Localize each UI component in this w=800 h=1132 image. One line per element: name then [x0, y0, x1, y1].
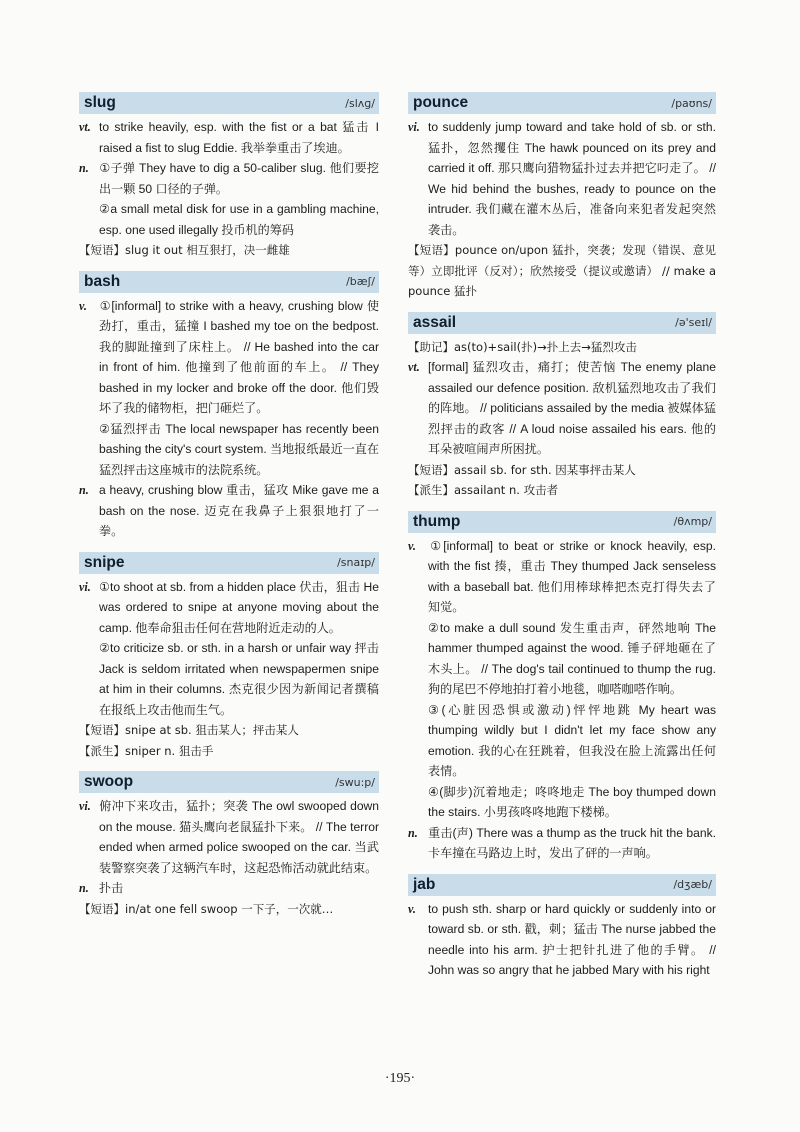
entry-snipe: [79, 552, 379, 762]
pronunciation: /paʊns/: [671, 96, 712, 110]
definition-text: 扑击: [99, 881, 124, 895]
entry-thump: [408, 511, 716, 864]
entry-note: [408, 337, 716, 358]
pronunciation: /dʒæb/: [673, 878, 712, 891]
entry-note: [79, 720, 379, 741]
headword: thump: [413, 512, 461, 530]
definition-text: 【短语】pounce on/upon 猛扑，突袭；发现（错误、意见等）立即批评（反对）；欣然接受（提议或邀请） // make a pounce 猛扑: [408, 243, 716, 298]
headword: assail: [413, 313, 457, 331]
definition: [408, 117, 716, 240]
definition: [79, 296, 379, 419]
entry-header: [79, 552, 379, 574]
definition-text: 【短语】slug it out 相互狠打，决一雌雄: [79, 243, 290, 257]
definition: [408, 618, 716, 700]
definition-text: ①[informal] to beat or strike or knock heavily, esp. with the fist 揍，重击 They thumped Jack senseless with a baseball bat. 他们用棒球棒把杰克打得失去了知觉。: [428, 538, 716, 614]
definition-text: ②to criticize sb. or sth. in a harsh or unfair way 抨击 Jack is seldom irritated when newspapermen snipe at him in their columns. 杰克很少因为新闻记者撰稿在报纸上攻击他而生气。: [99, 641, 379, 717]
part-of-speech: v.: [408, 538, 416, 553]
entry-swoop: [79, 771, 379, 919]
entry-note: [79, 240, 379, 261]
pronunciation: /slʌɡ/: [345, 96, 375, 110]
definition-text: to strike heavily, esp. with the fist or a bat 猛击 I raised a fist to slug Eddie. 我举拳重击了埃迪。: [99, 120, 379, 155]
entry-header: [79, 771, 379, 793]
definition-text: 【派生】assailant n. 攻击者: [408, 483, 559, 497]
definition-text: to suddenly jump toward and take hold of sb. or sth. 猛扑，忽然攫住 The hawk pounced on its prey and carried it off. 那只鹰向猎物猛扑过去并把它叼走了。 // We hid behind the bushes, ready to pounce on the intruder. 我们藏在灌木丛后，准备向来犯者发起突然袭击。: [428, 120, 716, 237]
part-of-speech: vi.: [408, 120, 420, 134]
left-column: [79, 92, 379, 929]
definition-text: ①[informal] to strike with a heavy, crushing blow 使劲打，重击，猛撞 I bashed my toe on the bedpost. 我的脚趾撞到了床柱上。 // He bashed into the car in front of him. 他撞到了他前面的车上。 // They bashed in my locker and broke off the door. 他们毁坏了我的储物柜，把门砸烂了。: [99, 298, 379, 415]
entry-bash: [79, 271, 379, 542]
definition-text: 重击(声) There was a thump as the truck hit the bank. 卡车撞在马路边上时，发出了砰的一声响。: [428, 825, 716, 860]
definition-text: ④(脚步)沉着地走；咚咚地走 The boy thumped down the stairs. 小男孩咚咚地跑下楼梯。: [428, 784, 716, 819]
definition: [408, 899, 716, 981]
entry-header: [408, 874, 716, 896]
definition-text: ②a small metal disk for use in a gambling machine, esp. one used illegally 投币机的筹码: [99, 202, 379, 237]
part-of-speech: vi.: [79, 799, 91, 813]
part-of-speech: vt.: [79, 120, 91, 134]
definition-text: 【短语】snipe at sb. 狙击某人；抨击某人: [79, 723, 299, 737]
pronunciation: /θʌmp/: [673, 515, 712, 528]
definition-text: 俯冲下来攻击，猛扑；突袭 The owl swooped down on the mouse. 猫头鹰向老鼠猛扑下来。 // The terror ended when armed police swooped on the car. 当武装警察突袭了这辆汽车时，这起恐怖活动就此结束。: [99, 799, 379, 875]
headword: slug: [84, 94, 116, 111]
definition: [79, 577, 379, 639]
definition: [79, 878, 379, 899]
definition: [408, 823, 716, 864]
definition-text: [formal] 猛烈攻击，痛打；使苦恼 The enemy plane assailed our defence position. 敌机猛烈地攻击了我们的阵地。 // politicians assailed by the media 被媒体猛烈抨击的政客 // A loud noise assailed his ears. 他的耳朵被喧闹声所困扰。: [428, 360, 716, 456]
entry-note: [79, 899, 379, 920]
entry-note: [408, 460, 716, 481]
pronunciation: /bæʃ/: [346, 275, 375, 288]
part-of-speech: v.: [408, 901, 416, 916]
definition: [408, 536, 716, 618]
definition: [79, 419, 379, 481]
headword: swoop: [84, 773, 134, 790]
definition-text: ③(心脏因恐惧或激动)怦怦地跳 My heart was thumping wildly but I didn't let my face show any emotion. 我的心在狂跳着，但我没在脸上流露出任何表情。: [428, 702, 716, 778]
definition-text: ①子弹 They have to dig a 50-caliber slug. 他们要挖出一颗 50 口径的子弹。: [99, 161, 379, 196]
part-of-speech: n.: [79, 483, 89, 497]
right-column: [408, 92, 716, 991]
definition: [408, 782, 716, 823]
pronunciation: /swu:p/: [335, 775, 375, 789]
headword: snipe: [84, 553, 125, 571]
part-of-speech: vi.: [79, 579, 91, 594]
headword: bash: [84, 272, 121, 290]
definition-text: ①to shoot at sb. from a hidden place 伏击，狙击 He was ordered to snipe at anyone moving about the camp. 他奉命狙击任何在营地附近走动的人。: [99, 579, 379, 635]
entry-jab: [408, 874, 716, 981]
entry-pounce: [408, 92, 716, 302]
definition: [79, 638, 379, 720]
definition-text: ②猛烈抨击 The local newspaper has recently been bashing the city's court system. 当地报纸最近一直在猛烈抨击这座城市的法院系统。: [99, 421, 379, 477]
page-header-faint: [255, 6, 365, 22]
entry-header: [408, 511, 716, 533]
entry-header: [408, 92, 716, 114]
definition-text: ②to make a dull sound 发生重击声，砰然地响 The hammer thumped against the wood. 锤子砰地砸在了木头上。 // The dog's tail continued to thump the rug. 狗的尾巴不停地拍打着小地毯，咖嗒咖嗒作响。: [428, 620, 716, 696]
definition: [79, 158, 379, 199]
part-of-speech: vt.: [408, 360, 420, 374]
definition-text: a heavy, crushing blow 重击，猛攻 Mike gave me a bash on the nose. 迈克在我鼻子上狠狠地打了一拳。: [99, 483, 379, 538]
definition: [408, 357, 716, 460]
entry-slug: [79, 92, 379, 261]
definition-text: 【派生】sniper n. 狙击手: [79, 743, 214, 758]
entry-header: [79, 92, 379, 114]
definition-text: 【短语】assail sb. for sth. 因某事抨击某人: [408, 462, 636, 477]
definition: [408, 700, 716, 782]
definition: [79, 199, 379, 240]
entry-note: [79, 741, 379, 762]
entry-header: [408, 312, 716, 334]
part-of-speech: v.: [79, 298, 87, 313]
part-of-speech: n.: [79, 881, 89, 895]
entry-assail: [408, 312, 716, 501]
definition: [79, 480, 379, 542]
definition: [79, 796, 379, 878]
definition-text: 【助记】as(to)+sail(扑)→扑上去→猛烈攻击: [408, 339, 637, 354]
headword: jab: [413, 875, 436, 893]
definition: [79, 117, 379, 158]
page-number: ·195·: [384, 1071, 416, 1086]
headword: pounce: [413, 94, 469, 111]
entry-header: [79, 271, 379, 293]
entry-note: [408, 480, 716, 501]
definition-text: 【短语】in/at one fell swoop 一下子，一次就…: [79, 901, 334, 916]
definition-text: to push sth. sharp or hard quickly or suddenly into or toward sb. or sth. 戳，刺；猛击 The nurse jabbed the needle into his arm. 护士把针扎进了他的手臂。 // John was so angry that he jabbed Mary with his right: [428, 901, 716, 977]
part-of-speech: n.: [79, 161, 89, 175]
pronunciation: /ə'seɪl/: [675, 316, 712, 329]
entry-note: [408, 240, 716, 302]
pronunciation: /snaɪp/: [337, 556, 375, 569]
part-of-speech: n.: [408, 825, 418, 840]
